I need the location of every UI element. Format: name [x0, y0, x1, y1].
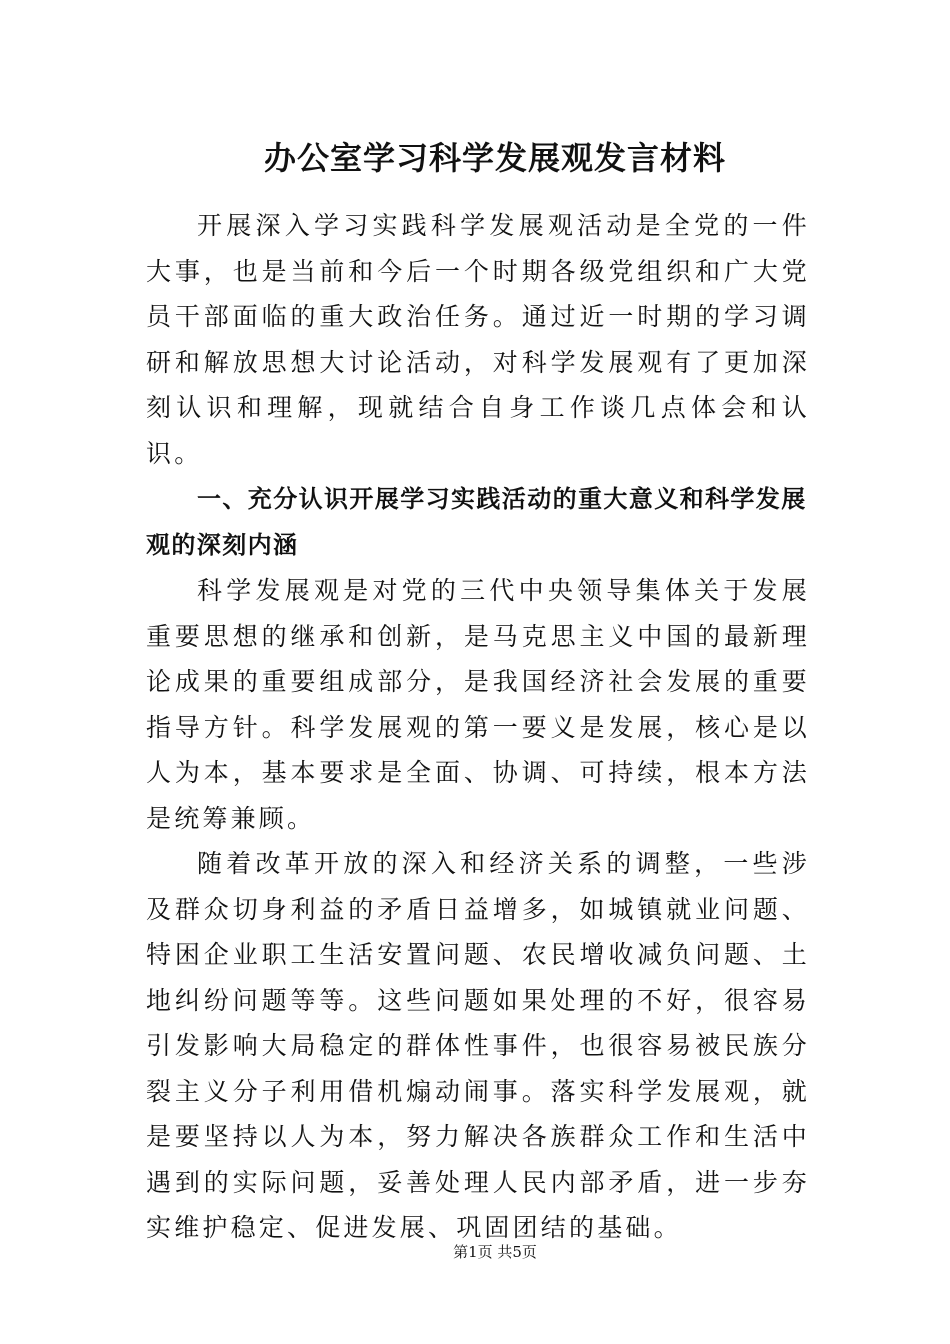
document-title: 办公室学习科学发展观发言材料	[263, 139, 726, 177]
paragraph-definition: 科学发展观是对党的三代中央领导集体关于发展重要思想的继承和创新，是马克思主义中国的最新理论成果的重要组成部分，是我国经济社会发展的重要指导方针。科学发展观的第一要义是发展，核心是以人为本，基本要求是全面、协调、可持续，根本方法是统筹兼顾。	[146, 576, 810, 833]
page-footer: 第1页 共5页	[453, 1243, 537, 1261]
document-body	[146, 203, 810, 1251]
paragraph-intro: 开展深入学习实践科学发展观活动是全党的一件大事，也是当前和今后一个时期各级党组织和广大党员干部面临的重大政治任务。通过近一时期的学习调研和解放思想大讨论活动，对科学发展观有了更加深刻认识和理解，现就结合自身工作谈几点体会和认识。	[146, 211, 810, 468]
section-heading-1: 一、充分认识开展学习实践活动的重大意义和科学发展观的深刻内涵	[146, 485, 807, 559]
paragraph-practice: 随着改革开放的深入和经济关系的调整，一些涉及群众切身利益的矛盾日益增多，如城镇就业问题、特困企业职工生活安置问题、农民增收减负问题、土地纠纷问题等等。这些问题如果处理的不好，很容易引发影响大局稳定的群体性事件，也很容易被民族分裂主义分子利用借机煽动闹事。落实科学发展观，就是要坚持以人为本，努力解决各族群众工作和生活中遇到的实际问题，妥善处理人民内部矛盾，进一步夯实维护稳定、促进发展、巩固团结的基础。	[146, 849, 810, 1242]
